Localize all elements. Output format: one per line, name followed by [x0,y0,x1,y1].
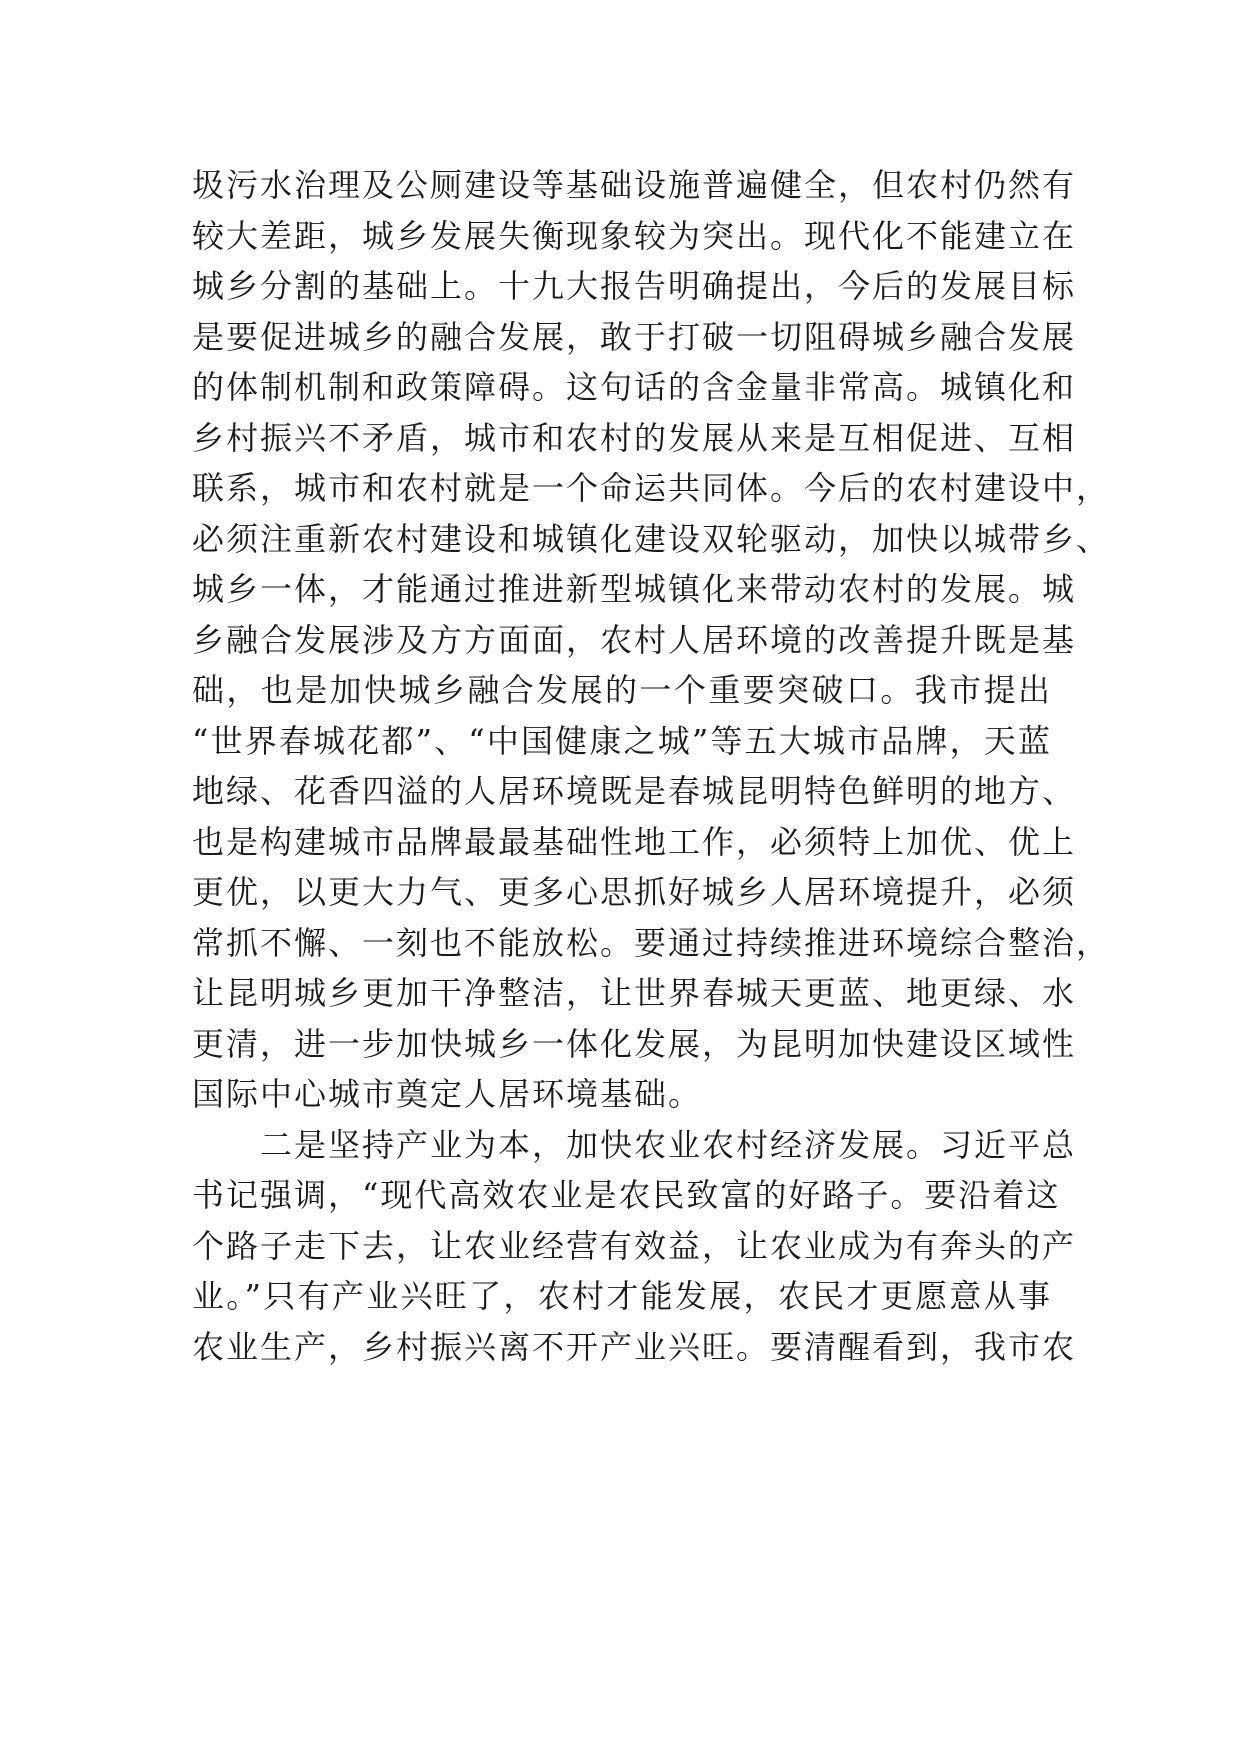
text-line: 城乡分割的基础上。十九大报告明确提出，今后的发展目标 [192,267,1077,305]
text-line: 更清，进一步加快城乡一体化发展，为昆明加快建设区域性 [192,1024,1077,1063]
text-line: 常抓不懈、一刻也不能放松。要通过持续推进环境综合整治， [192,923,1111,962]
text-line: 城乡一体，才能通过推进新型城镇化来带动农村的发展。城 [192,570,1077,608]
paragraph-1 [192,160,1111,1120]
text-line: 二是坚持产业为本，加快农业农村经济发展。习近平总 [260,1125,1077,1164]
text-line: “世界春城花都”、“中国健康之城”等五大城市品牌，天蓝 [192,721,1052,760]
text-line: 乡融合发展涉及方方面面，农村人居环境的改善提升既是基 [192,620,1077,659]
text-line: 的体制机制和政策障碍。这句话的含金量非常高。城镇化和 [192,368,1077,406]
text-line: 书记强调，“现代高效农业是农民致富的好路子。要沿着这 [192,1176,1061,1214]
paragraph-2 [192,1120,1077,1373]
text-line: 必须注重新农村建设和城镇化建设双轮驱动，加快以城带乡、 [192,519,1111,558]
body-text [192,160,1111,1372]
text-line: 础，也是加快城乡融合发展的一个重要突破口。我市提出 [192,671,1052,709]
text-line: 个路子走下去，让农业经营有效益，让农业成为有奔头的产 [192,1226,1077,1265]
text-line: 联系，城市和农村就是一个命运共同体。今后的农村建设中， [192,469,1111,507]
text-line: 农业生产，乡村振兴离不开产业兴旺。要清醒看到，我市农 [192,1327,1077,1366]
text-line: 国际中心城市奠定人居环境基础。 [192,1075,703,1113]
text-line: 圾污水治理及公厕建设等基础设施普遍健全，但农村仍然有 [192,166,1077,204]
text-line: 地绿、花香四溢的人居环境既是春城昆明特色鲜明的地方、 [192,772,1077,810]
text-line: 是要促进城乡的融合发展，敢于打破一切阻碍城乡融合发展 [192,317,1077,356]
text-line: 让昆明城乡更加干净整洁，让世界春城天更蓝、地更绿、水 [192,974,1077,1012]
text-line: 更优，以更大力气、更多心思抓好城乡人居环境提升，必须 [192,873,1077,911]
text-line: 乡村振兴不矛盾，城市和农村的发展从来是互相促进、互相 [192,418,1077,457]
text-line: 也是构建城市品牌最最基础性地工作，必须特上加优、优上 [192,822,1077,861]
text-line: 较大差距，城乡发展失衡现象较为突出。现代化不能建立在 [192,216,1077,255]
text-line: 业。”只有产业兴旺了，农村才能发展，农民才更愿意从事 [192,1277,1052,1315]
